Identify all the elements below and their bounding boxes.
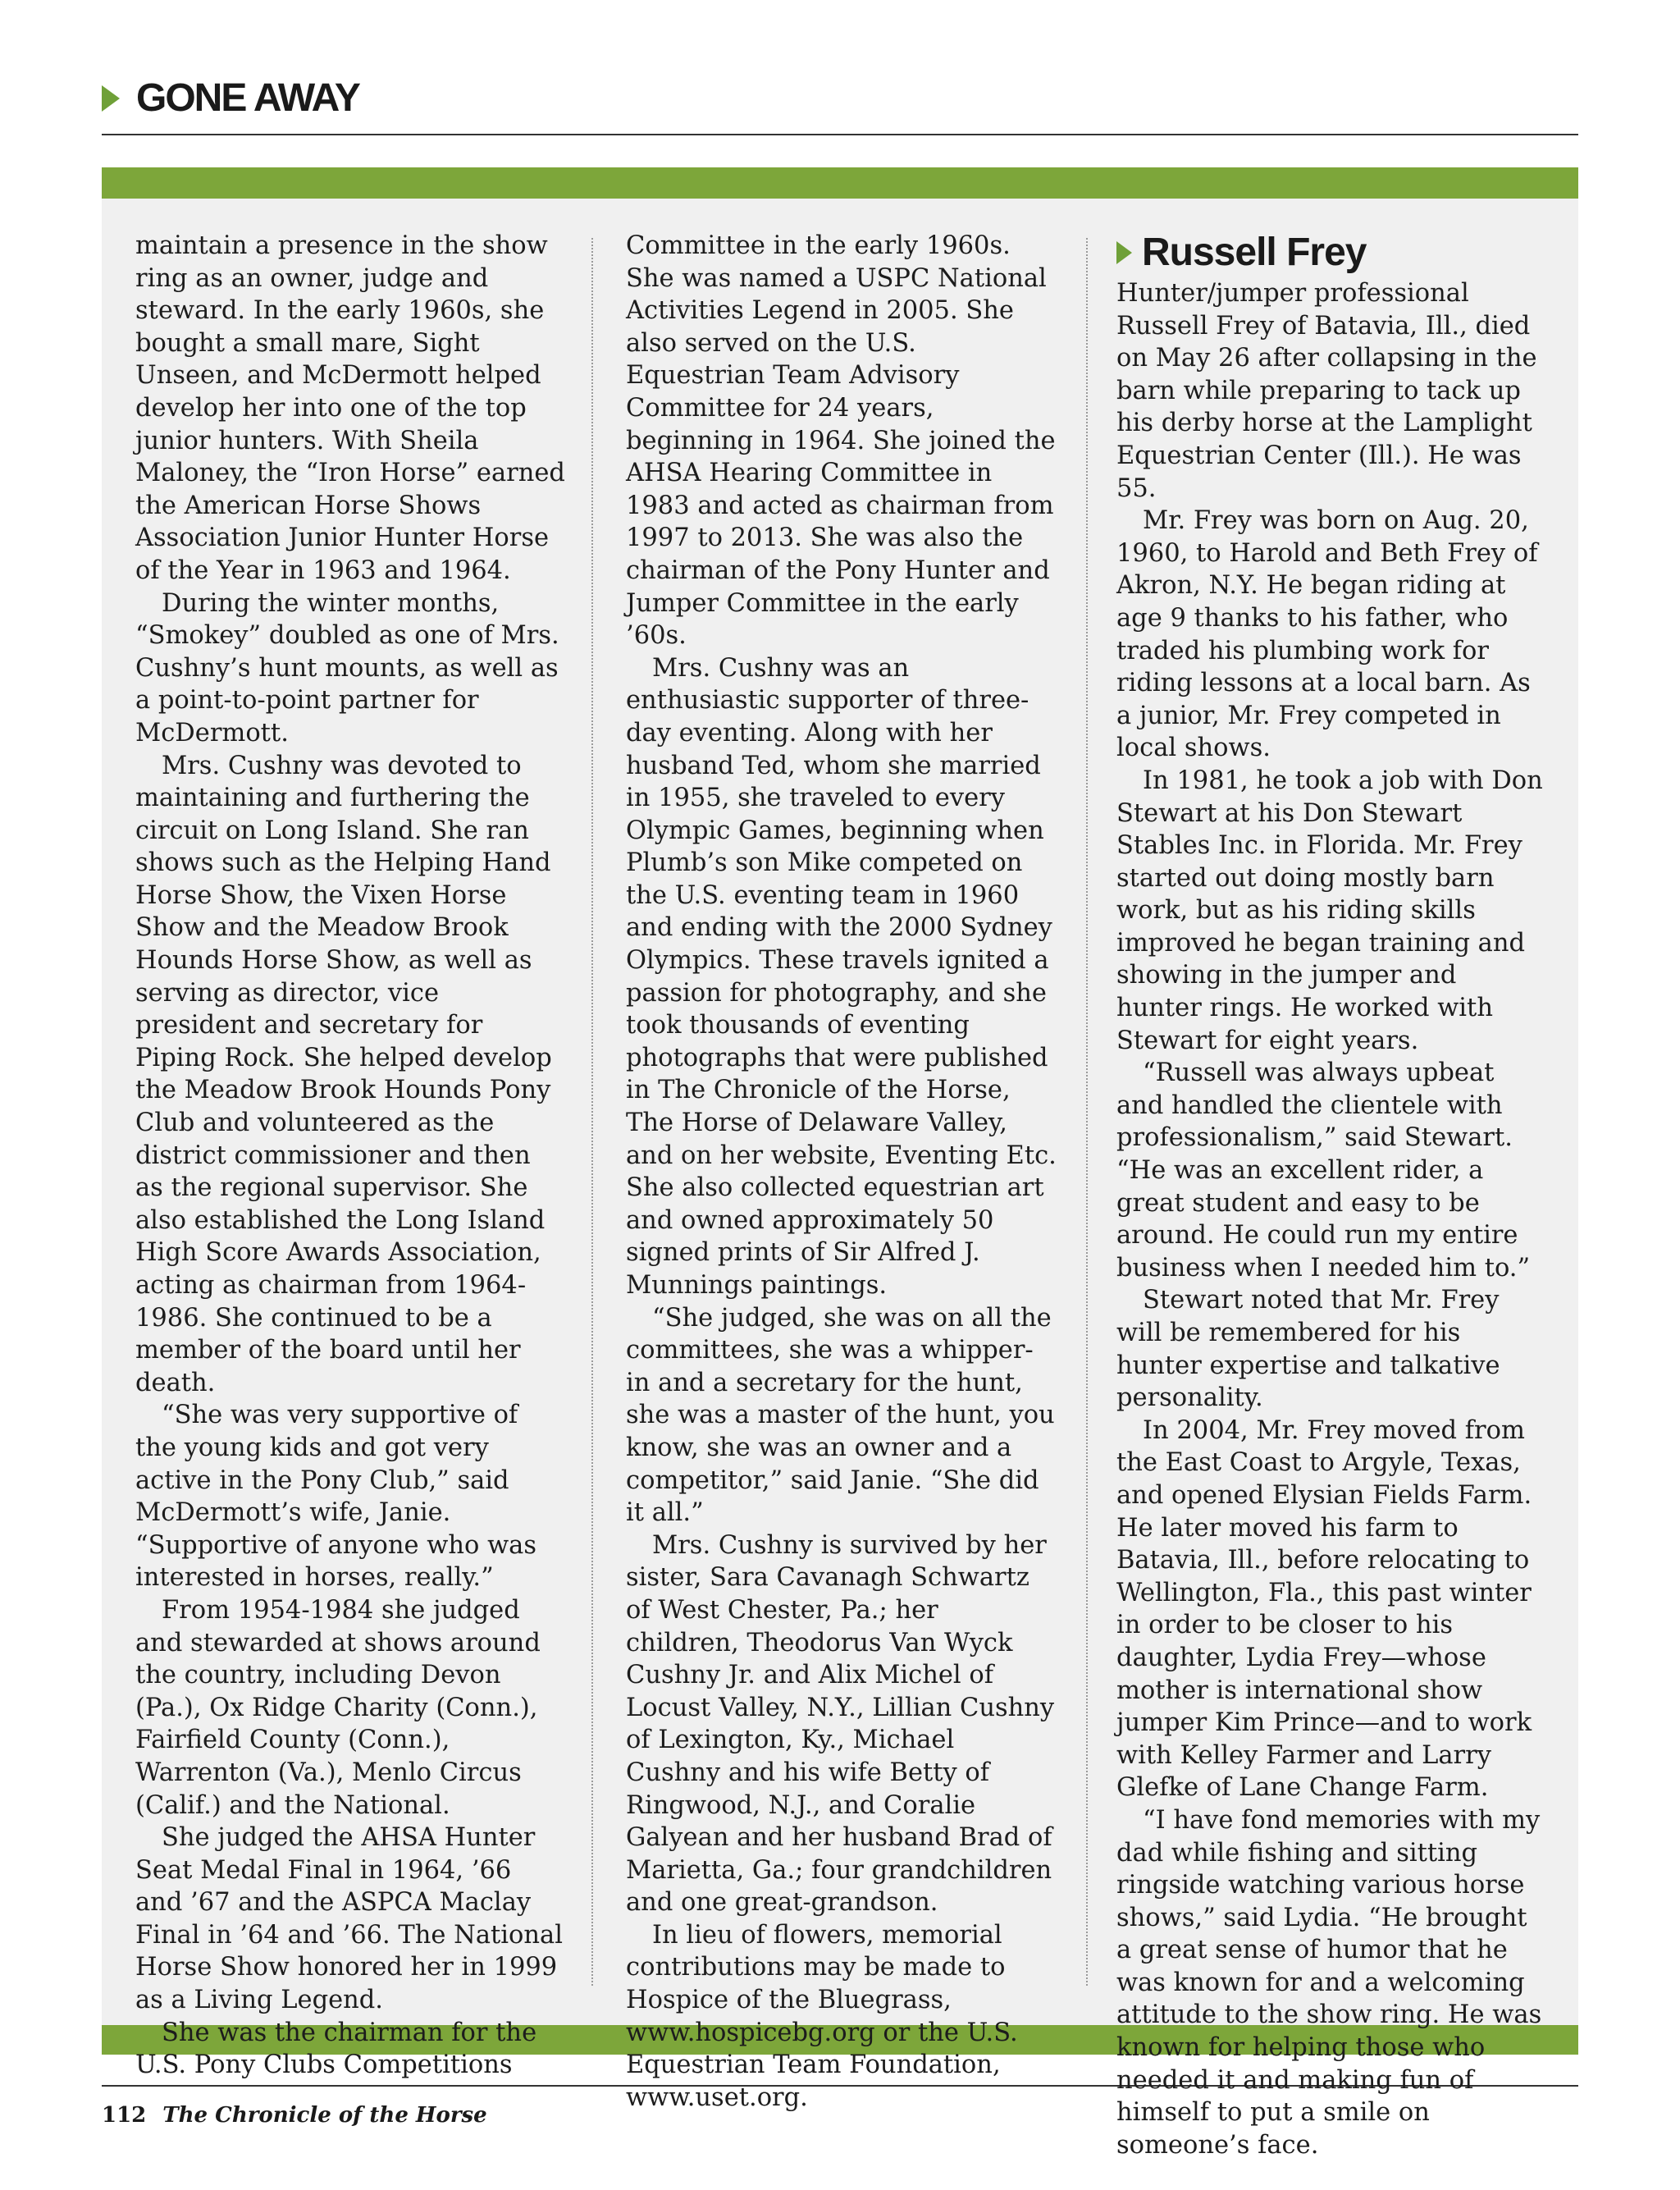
paragraph: Stewart noted that Mr. Frey will be remembered for his hunter expertise and talkative personality. xyxy=(1116,1286,1500,1413)
article-column-1 xyxy=(135,230,566,2082)
paragraph: “I have fond memories with my dad while fishing and sitting ringside watching various horse shows,” said Lydia. “He brought a great sense of humor that he was known for and a welcoming attitude to the show ring. He was known for helping those who needed it and making fun of himself to put a smile on someone’s face. xyxy=(1116,1805,1542,2160)
page-footer xyxy=(102,2103,487,2128)
paragraph: She judged the AHSA Hunter Seat Medal Final in 1964, ’66 and ’67 and the ASPCA Maclay Final in ’64 and ’66. The National Horse Show honored her in 1999 as a Living Legend. xyxy=(135,1823,563,2015)
column-divider xyxy=(1086,238,1088,1986)
paragraph: She was the chairman for the U.S. Pony Clubs Competitions xyxy=(135,2018,537,2080)
paragraph: Mr. Frey was born on Aug. 20, 1960, to Harold and Beth Frey of Akron, N.Y. He began riding at age 9 thanks to his father, who traded his plumbing work for riding lessons at a local barn. As a junior, Mr. Frey competed in local shows. xyxy=(1116,506,1538,763)
paragraph: In 1981, he took a job with Don Stewart at his Don Stewart Stables Inc. in Florida. Mr. Frey started out doing mostly barn work, but as his riding skills improved he began training and showing in the jumper and hunter rings. He worked with Stewart for eight years. xyxy=(1116,766,1543,1055)
paragraph: Hunter/jumper professional Russell Frey of Batavia, Ill., died on May 26 after collapsing in the barn while preparing to tack up his derby horse at the Lamplight Equestrian Center (Ill.). He was 55. xyxy=(1116,279,1537,503)
top-green-band xyxy=(102,167,1578,199)
column-divider xyxy=(591,238,593,1986)
triangle-bullet-icon xyxy=(102,85,120,112)
page-number: 112 xyxy=(102,2103,147,2128)
paragraph: “Russell was always upbeat and handled the clientele with professionalism,” said Stewart. “He was an excellent rider, a great student and easy to be around. He could run my entire business when I needed him to.” xyxy=(1116,1058,1531,1282)
paragraph: Mrs. Cushny was an enthusiastic supporter of three-day eventing. Along with her husband Ted, whom she married in 1955, she traveled to every Olympic Games, beginning when Plumb’s son Mike competed on the U.S. eventing team in 1960 and ending with the 2000 Sydney Olympics. These travels ignited a passion for photography, and she took thousands of eventing photographs that were published in The Chronicle of the Horse, The Horse of Delaware Valley, and on her website, Eventing Etc. She also collected equestrian art and owned approximately 50 signed prints of Sir Alfred J. Munnings paintings. xyxy=(626,653,1057,1300)
paragraph: During the winter months, “Smokey” doubled as one of Mrs. Cushny’s hunt mounts, as well as a point-to-point partner for McDermott. xyxy=(135,588,559,748)
paragraph: Committee in the early 1960s. She was named a USPC National Activities Legend in 2005. She also served on the U.S. Equestrian Team Advisory Committee for 24 years, beginning in 1964. She joined the AHSA Hearing Committee in 1983 and acted as chairman from 1997 to 2013. She was also the chairman of the Pony Hunter and Jumper Committee in the early ’60s. xyxy=(626,231,1056,651)
paragraph: Mrs. Cushny was devoted to maintaining and furthering the circuit on Long Island. She ran shows such as the Helping Hand Horse Show, the Vixen Horse Show and the Meadow Brook Hounds Horse Show, as well as serving as director, vice president and secretary for Piping Rock. She helped develop the Meadow Brook Hounds Pony Club and volunteered as the district commissioner and then as the regional supervisor. She also established the Long Island High Score Awards Association, acting as chairman from 1964-1986. She continued to be a member of the board until her death. xyxy=(135,751,552,1397)
paragraph: In 2004, Mr. Frey moved from the East Coast to Argyle, Texas, and opened Elysian Fields Farm. He later moved his farm to Batavia, Ill., before relocating to Wellington, Fla., this past winter in order to be closer to his daughter, Lydia Frey—whose mother is international show jumper Kim Prince—and to work with Kelley Farmer and Larry Glefke of Lane Change Farm. xyxy=(1116,1415,1532,1803)
obituary-heading xyxy=(1116,230,1547,276)
publication-name: The Chronicle of the Horse xyxy=(162,2103,487,2128)
paragraph: maintain a presence in the show ring as an owner, judge and steward. In the early 1960s, she bought a small mare, Sight Unseen, and McDermott helped develop her into one of the top junior hunters. With Sheila Maloney, the “Iron Horse” earned the American Horse Shows Association Junior Hunter Horse of the Year in 1963 and 1964. xyxy=(135,231,565,585)
triangle-bullet-icon xyxy=(1116,241,1132,264)
paragraph: In lieu of flowers, memorial contributions may be made to Hospice of the Bluegrass, www.hospicebg.org or the U.S. Equestrian Team Foundation, www.uset.org. xyxy=(626,1920,1018,2112)
paragraph: “She was very supportive of the young kids and got very active in the Pony Club,” said McDermott’s wife, Janie. “Supportive of anyone who was interested in horses, really.” xyxy=(135,1401,537,1593)
section-title: GONE AWAY xyxy=(136,76,359,120)
paragraph: Mrs. Cushny is survived by her sister, Sara Cavanagh Schwartz of West Chester, Pa.; her children, Theodorus Van Wyck Cushny Jr. and Alix Michel of Locust Valley, N.Y., Lillian Cushny of Lexington, Ky., Michael Cushny and his wife Betty of Ringwood, N.J., and Coralie Galyean and her husband Brad of Marietta, Ga.; four grandchildren and one great-grandson. xyxy=(626,1530,1055,1918)
article-column-3 xyxy=(1116,230,1547,2161)
header-rule xyxy=(102,134,1578,135)
section-header xyxy=(102,75,359,121)
paragraph: From 1954-1984 she judged and stewarded at shows around the country, including Devon (Pa.), Ox Ridge Charity (Conn.), Fairfield County (Conn.), Warrenton (Va.), Menlo Circus (Calif.) and the National. xyxy=(135,1595,541,1820)
obituary-name: Russell Frey xyxy=(1142,231,1367,274)
paragraph: “She judged, she was on all the committees, she was a whipper-in and a secretary for the hunt, she was a master of the hunt, you know, she was an owner and a competitor,” said Janie. “She did it all.” xyxy=(626,1303,1055,1528)
article-column-2 xyxy=(626,230,1057,2114)
